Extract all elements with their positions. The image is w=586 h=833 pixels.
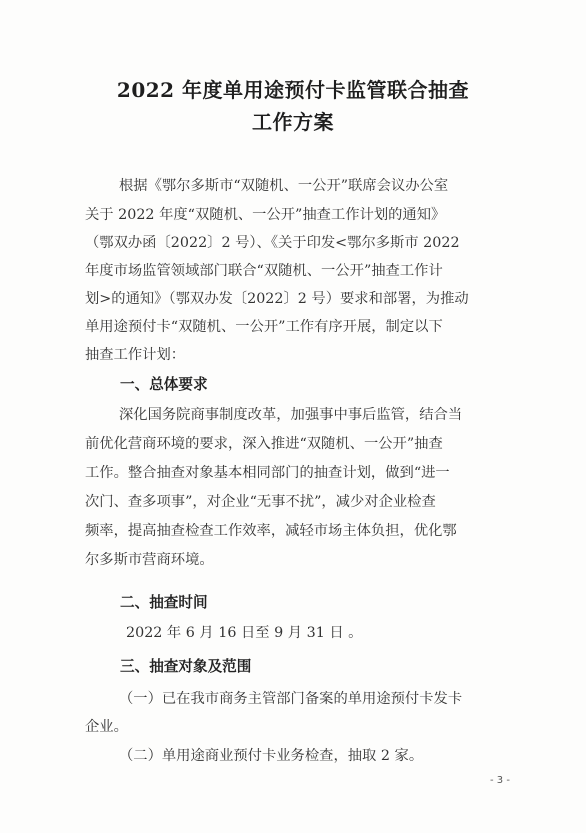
section-3-line-1: （一）已在我市商务主管部门备案的单用途预付卡发卡 <box>119 691 463 707</box>
section-1-line-4: 次门、查多项事”，对企业“无事不扰”，减少对企业检查 <box>85 494 436 510</box>
intro-line-3: （鄂双办函〔2022〕2 号）、《关于印发<鄂尔多斯市 2022 <box>85 235 460 251</box>
section-1-line-1: 深化国务院商事制度改革，加强事中事后监管，结合当 <box>119 407 463 423</box>
section-1-line-3: 工作。整合抽查对象基本相同部门的抽查计划，做到“进一 <box>85 465 450 481</box>
section-1-line-2: 前优化营商环境的要求，深入推进“双随机、一公开”抽查 <box>85 436 443 452</box>
section-1-line-5: 频率，提高抽查检查工作效率，减轻市场主体负担，优化鄂 <box>85 523 457 539</box>
page-number: - 3 - <box>490 775 510 786</box>
intro-line-2: 关于 2022 年度“双随机、一公开”抽查工作计划的通知》 <box>85 207 446 223</box>
intro-line-6: 单用途预付卡“双随机、一公开”工作有序开展，制定以下 <box>85 319 443 335</box>
section-1-heading: 一、总体要求 <box>120 376 208 393</box>
document-title-line-2: 工作方案 <box>252 110 334 134</box>
intro-line-4: 年度市场监管领域部门联合“双随机、一公开”抽查工作计 <box>85 263 443 279</box>
section-1-line-6: 尔多斯市营商环境。 <box>85 552 214 568</box>
document-title-line-1: 2022 年度单用途预付卡监管联合抽查 <box>116 78 470 102</box>
section-2-heading: 二、抽查时间 <box>120 594 208 611</box>
intro-line-5: 划>的通知》（鄂双办发〔2022〕2 号）要求和部署，为推动 <box>85 291 469 307</box>
section-3-heading: 三、抽查对象及范围 <box>120 658 252 675</box>
intro-line-7: 抽查工作计划： <box>85 347 186 363</box>
section-2-line: 2022 年 6 月 16 日至 9 月 31 日 。 <box>126 625 363 641</box>
intro-line-1: 根据《鄂尔多斯市“双随机、一公开”联席会议办公室 <box>119 178 449 194</box>
section-3-line-2: 企业。 <box>85 719 128 735</box>
section-3-line-3: （二）单用途商业预付卡业务检查，抽取 2 家。 <box>119 748 424 764</box>
